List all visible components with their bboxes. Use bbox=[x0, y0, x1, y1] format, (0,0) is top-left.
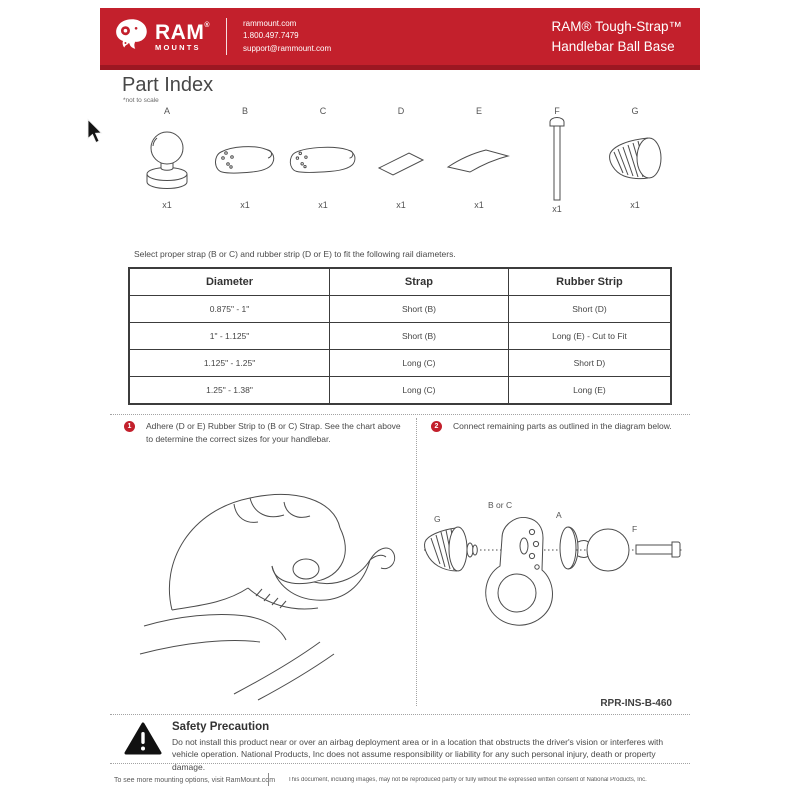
part-f bbox=[521, 106, 593, 212]
table-row bbox=[129, 296, 671, 323]
part-c-long-strap-illustration bbox=[287, 120, 359, 200]
cell-rubber-3: Short D) bbox=[508, 350, 671, 377]
footer-right-text: This document, including images, may not be reproduced partly or fully without the expressed written consent of National Products, Inc. bbox=[288, 777, 647, 783]
cell-rubber-1: Short (D) bbox=[508, 296, 671, 323]
table-row bbox=[129, 350, 671, 377]
part-f-label: F bbox=[554, 106, 560, 116]
table-header-row bbox=[129, 268, 671, 296]
assembly-diagram bbox=[420, 498, 692, 638]
part-f-bolt-illustration bbox=[521, 116, 593, 204]
part-a bbox=[131, 106, 203, 212]
part-g-label: G bbox=[631, 106, 639, 116]
cell-diameter-3: 1.125" - 1.25" bbox=[129, 350, 330, 377]
divider-footer-top bbox=[110, 763, 690, 764]
safety-text: Do not install this product near or over an airbag deployment area or in a location that obstructs the driver's vision or interferes with vehicle operation. National Products, Inc does not assume responsibility or liability for any such personal injury, death or property damage. bbox=[172, 737, 664, 772]
ram-head-icon bbox=[114, 18, 150, 55]
ram-mounts-logo bbox=[114, 18, 210, 55]
col-header-strap: Strap bbox=[330, 268, 509, 296]
diagram-label-g: G bbox=[434, 514, 441, 524]
cell-diameter-4: 1.25" - 1.38" bbox=[129, 377, 330, 405]
selection-note: Select proper strap (B or C) and rubber strip (D or E) to fit the following rail diameters. bbox=[134, 249, 456, 259]
part-g bbox=[599, 106, 671, 212]
divider-top bbox=[110, 414, 690, 415]
part-b bbox=[209, 106, 281, 212]
warning-triangle-icon bbox=[124, 722, 162, 761]
part-d-qty: x1 bbox=[396, 200, 406, 210]
divider-safety-top bbox=[110, 714, 690, 715]
product-title-line1: RAM® Tough-Strap™ bbox=[551, 18, 682, 34]
size-fit-table bbox=[128, 267, 672, 405]
footer-left-text: To see more mounting options, visit RamMount.com bbox=[113, 777, 276, 784]
part-index-note: *not to scale bbox=[123, 97, 159, 104]
part-a-ball-base-illustration bbox=[131, 120, 203, 200]
cell-rubber-4: Long (E) bbox=[508, 377, 671, 405]
contact-email: support@rammount.com bbox=[243, 43, 332, 53]
footer-divider bbox=[268, 773, 269, 786]
step-2-text: Connect remaining parts as outlined in the diagram below. bbox=[453, 421, 672, 431]
diagram-label-f: F bbox=[632, 524, 638, 534]
contact-block bbox=[226, 18, 331, 55]
mouse-cursor bbox=[86, 118, 104, 150]
part-index-row bbox=[131, 106, 671, 212]
part-e bbox=[443, 106, 515, 212]
step-2-badge: 2 bbox=[431, 421, 442, 432]
logo-brand: RAM bbox=[155, 20, 205, 44]
part-f-qty: x1 bbox=[552, 204, 562, 214]
part-g-knob-illustration bbox=[599, 120, 671, 200]
part-g-qty: x1 bbox=[630, 200, 640, 210]
cell-strap-4: Long (C) bbox=[330, 377, 509, 405]
diagram-label-a: A bbox=[556, 510, 562, 520]
header-banner bbox=[100, 8, 700, 65]
contact-website: rammount.com bbox=[243, 18, 297, 28]
part-e-long-rubber-strip-illustration bbox=[443, 120, 515, 200]
part-d-label: D bbox=[397, 106, 405, 116]
step-1-badge: 1 bbox=[124, 421, 135, 432]
product-title-line2: Handlebar Ball Base bbox=[551, 38, 675, 54]
divider-vertical bbox=[416, 418, 417, 706]
part-d-short-rubber-strip-illustration bbox=[365, 120, 437, 200]
cell-diameter-2: 1" - 1.125" bbox=[129, 323, 330, 350]
table-row bbox=[129, 323, 671, 350]
part-c bbox=[287, 106, 359, 212]
cell-strap-1: Short (B) bbox=[330, 296, 509, 323]
contact-phone: 1.800.497.7479 bbox=[243, 31, 299, 41]
part-e-qty: x1 bbox=[474, 200, 484, 210]
logo-wordmark bbox=[155, 22, 210, 52]
logo-registered-mark: ® bbox=[204, 21, 210, 29]
table-row bbox=[129, 377, 671, 405]
part-index-title: Part Index bbox=[122, 74, 214, 96]
cell-strap-2: Short (B) bbox=[330, 323, 509, 350]
col-header-diameter: Diameter bbox=[129, 268, 330, 296]
step-1-text: Adhere (D or E) Rubber Strip to (B or C) Strap. See the chart above to determine the correct sizes for your handlebar. bbox=[146, 421, 401, 444]
col-header-rubber-strip: Rubber Strip bbox=[508, 268, 671, 296]
part-b-qty: x1 bbox=[240, 200, 250, 210]
part-b-label: B bbox=[241, 106, 248, 116]
part-a-label: A bbox=[163, 106, 170, 116]
diagram-label-strap: B or C bbox=[488, 500, 513, 510]
header-accent-strip bbox=[100, 65, 700, 70]
part-a-qty: x1 bbox=[162, 200, 172, 210]
hand-strap-illustration bbox=[138, 458, 402, 709]
logo-sub: MOUNTS bbox=[155, 42, 201, 52]
cell-diameter-1: 0.875" - 1" bbox=[129, 296, 330, 323]
cell-rubber-2: Long (E) - Cut to Fit bbox=[508, 323, 671, 350]
part-b-short-strap-illustration bbox=[209, 120, 281, 200]
part-c-qty: x1 bbox=[318, 200, 328, 210]
document-number: RPR-INS-B-460 bbox=[600, 698, 672, 709]
cell-strap-3: Long (C) bbox=[330, 350, 509, 377]
part-d bbox=[365, 106, 437, 212]
part-c-label: C bbox=[319, 106, 327, 116]
product-title bbox=[552, 17, 687, 56]
part-e-label: E bbox=[475, 106, 482, 116]
safety-title: Safety Precaution bbox=[172, 721, 270, 733]
